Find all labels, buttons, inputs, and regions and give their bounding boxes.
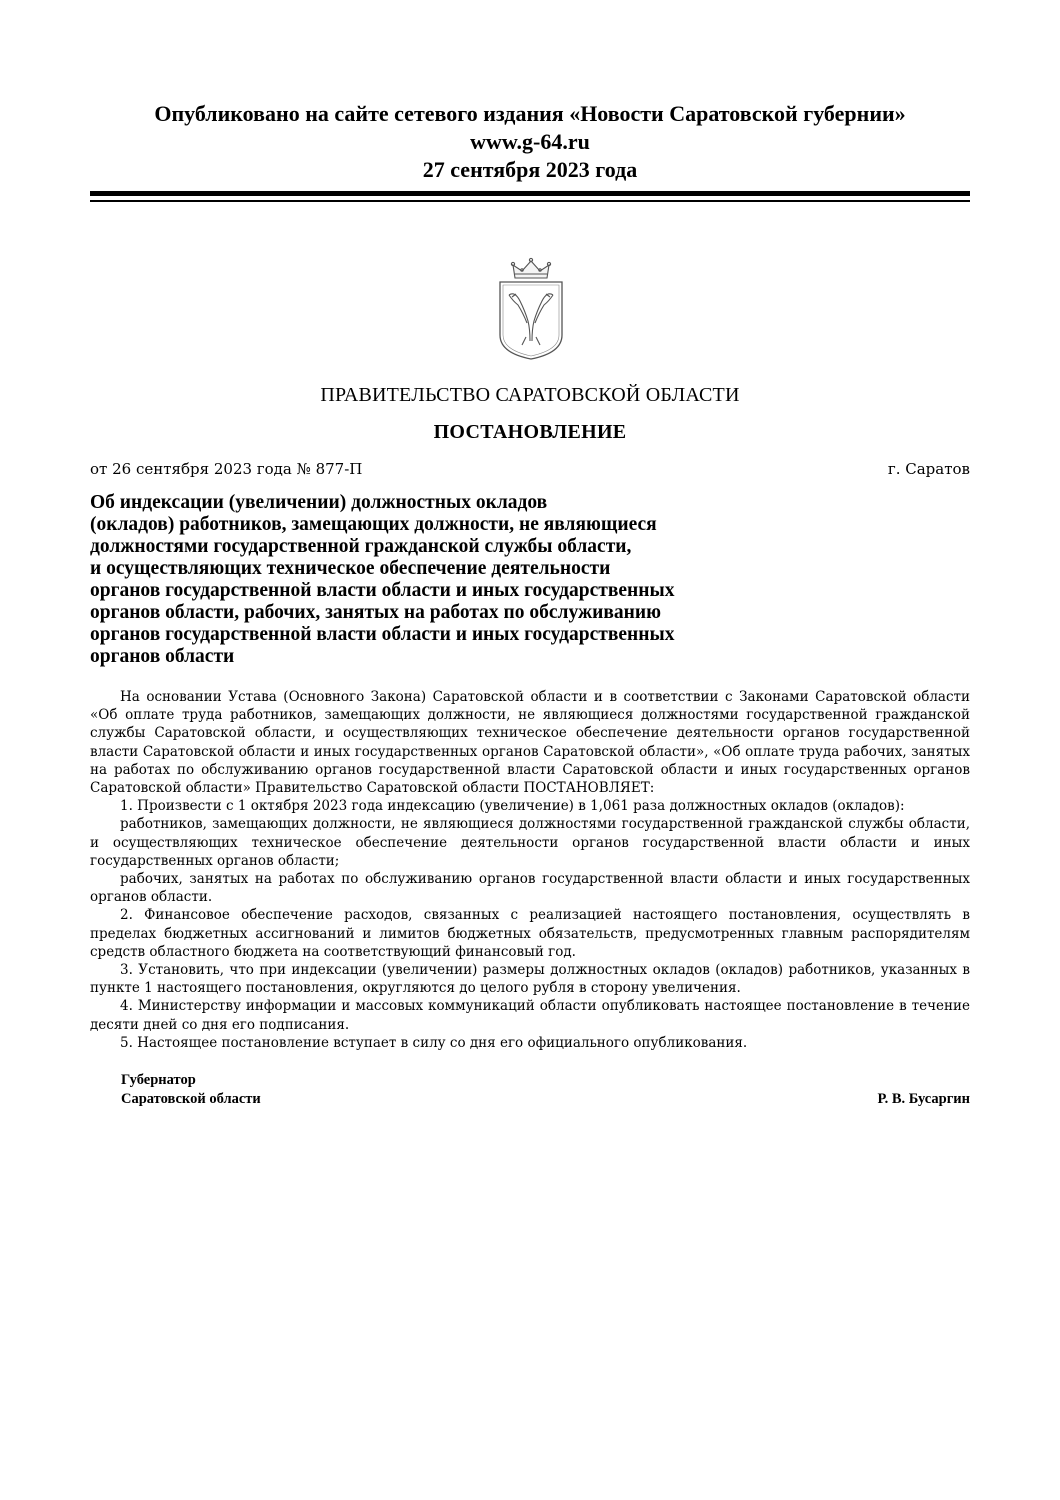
publication-site: www.g-64.ru	[470, 129, 590, 154]
body-paragraph: 4. Министерству информации и массовых коммуникаций области опубликовать настоящее постановление в течение десяти дней со дня его подписания.	[90, 998, 970, 1033]
publication-header	[0, 100, 1060, 184]
document-title	[90, 492, 790, 668]
title-line: (окладов) работников, замещающих должности, не являющиеся	[90, 514, 657, 535]
signature-block	[121, 1071, 970, 1109]
title-line: Об индексации (увеличении) должностных окладов	[90, 492, 548, 513]
body-paragraph: 3. Установить, что при индексации (увеличении) размеры должностных окладов (окладов) работников, указанных в пункте 1 настоящего постановления, округляются до целого рубля в сторону увеличения.	[90, 962, 970, 997]
body-paragraph: На основании Устава (Основного Закона) Саратовской области и в соответствии с Законами Саратовской области «Об оплате труда работников, замещающих должности, не являющиеся должностями государственной гражданской службы Саратовской области, и осуществляющих техническое обеспечение деятельности органов государственной власти Саратовской области и иных государственных органов Саратовской области», «Об оплате труда рабочих, занятых на работах по обслуживанию органов государственной власти Саратовской области и иных государственных органов Саратовской области» Правительство Саратовской области ПОСТАНОВЛЯЕТ:	[90, 689, 970, 797]
title-line: органов области, рабочих, занятых на работах по обслуживанию	[90, 602, 662, 623]
document-type: ПОСТАНОВЛЕНИЕ	[433, 421, 627, 443]
signatory-region: Саратовской области	[121, 1091, 261, 1107]
header-divider-thick	[90, 191, 970, 196]
body-paragraph: 5. Настоящее постановление вступает в силу со дня его официального опубликования.	[120, 1034, 748, 1051]
document-city: г. Саратов	[887, 460, 970, 478]
government-name: ПРАВИТЕЛЬСТВО САРАТОВСКОЙ ОБЛАСТИ	[320, 384, 740, 406]
signatory-name: Р. В. Бусаргин	[877, 1091, 970, 1107]
title-line: и осуществляющих техническое обеспечение деятельности	[90, 558, 611, 579]
publication-line: Опубликовано на сайте сетевого издания «Новости Саратовской губернии»	[154, 101, 906, 126]
title-line: органов области	[90, 646, 235, 667]
publication-date: 27 сентября 2023 года	[422, 157, 638, 182]
title-line: органов государственной власти области и иных государственных	[90, 624, 675, 645]
body-paragraph: работников, замещающих должности, не являющиеся должностями государственной гражданской службы области, и осуществляющих техническое обеспечение деятельности органов государственной власти области и иных государственных органов области;	[90, 816, 970, 869]
signatory-position: Губернатор	[121, 1072, 196, 1088]
document-date-number: от 26 сентября 2023 года № 877-П	[90, 460, 363, 478]
document-body	[90, 688, 970, 1052]
title-line: должностями государственной гражданской службы области,	[90, 536, 632, 557]
saratov-coat-of-arms-icon	[497, 257, 565, 361]
body-paragraph: 1. Произвести с 1 октября 2023 года индексацию (увеличение) в 1,061 раза должностных окладов (окладов):	[120, 798, 905, 815]
header-divider-thin	[90, 200, 970, 202]
body-paragraph: 2. Финансовое обеспечение расходов, связанных с реализацией настоящего постановления, осуществлять в пределах бюджетных ассигнований и лимитов бюджетных обязательств, предусмотренных главным распорядителям средств областного бюджета на соответствующий финансовый год.	[90, 907, 970, 960]
title-line: органов государственной власти области и иных государственных	[90, 580, 675, 601]
body-paragraph: рабочих, занятых на работах по обслуживанию органов государственной власти области и иных государственных органов области.	[90, 871, 970, 906]
